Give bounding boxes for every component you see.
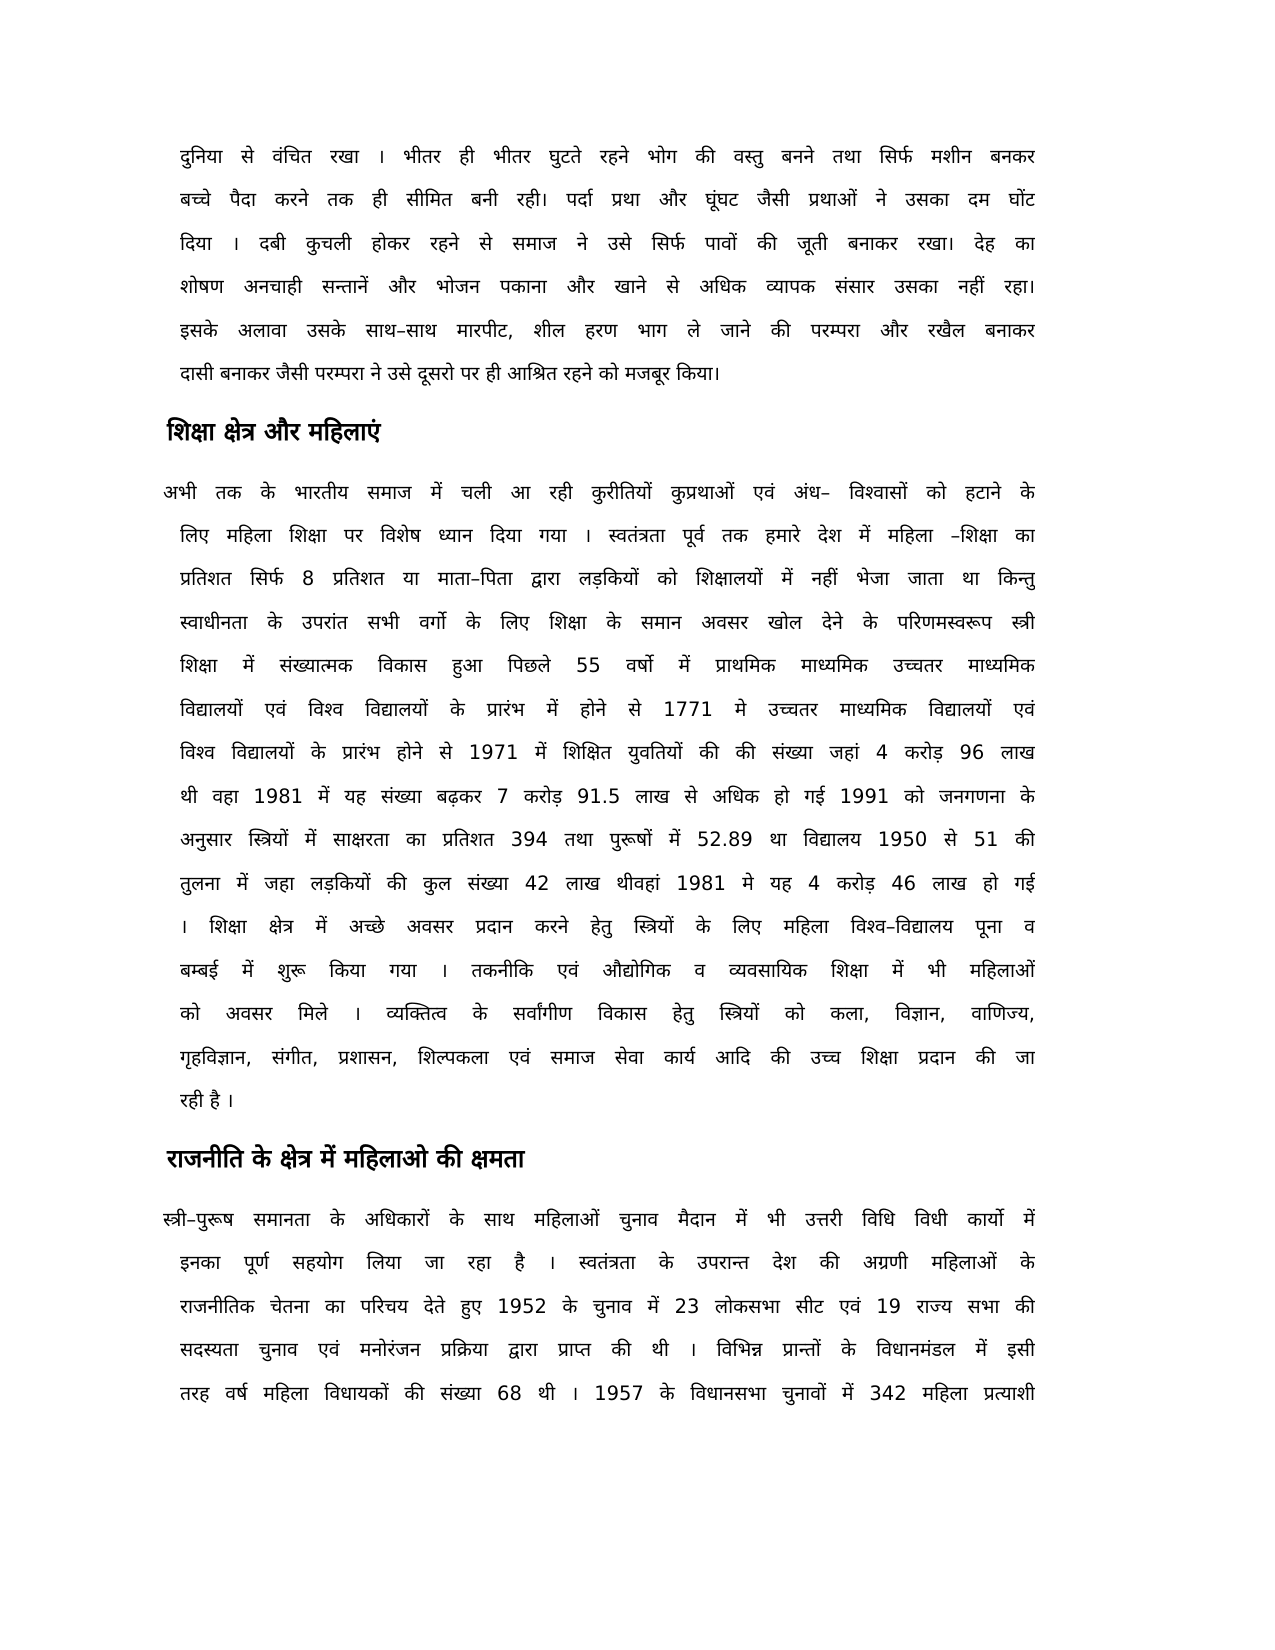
paragraph-1-line: इसके अलावा उसके साथ–साथ मारपीट, शील हरण भाग ले जाने की परम्परा और रखैल बनाकर <box>180 319 1035 342</box>
paragraph-1-line: दुनिया से वंचित रखा । भीतर ही भीतर घुटते रहने भोग की वस्तु बनने तथा सिर्फ मशीन बनकर <box>180 145 1035 168</box>
paragraph-3-line: सदस्यता चुनाव एवं मनोरंजन प्रक्रिया द्वारा प्राप्त की थी । विभिन्न प्रान्तों के विधानमंडल में इसी <box>180 1338 1035 1361</box>
paragraph-3-line: इनका पूर्ण सहयोग लिया जा रहा है । स्वतंत्रता के उपरान्त देश की अग्रणी महिलाओं के <box>180 1251 1035 1274</box>
paragraph-2-line: गृहविज्ञान, संगीत, प्रशासन, शिल्पकला एवं समाज सेवा कार्य आदि की उच्च शिक्षा प्रदान की जा <box>180 1046 1035 1069</box>
paragraph-2-line: प्रतिशत सिर्फ 8 प्रतिशत या माता–पिता द्वारा लड़कियों को शिक्षालयों में नहीं भेजा जाता था किन्तु <box>180 567 1035 590</box>
paragraph-3-line: तरह वर्ष महिला विधायकों की संख्या 68 थी । 1957 के विधानसभा चुनावों में 342 महिला प्रत्याशी <box>180 1382 1035 1405</box>
paragraph-2-line: शिक्षा में संख्यात्मक विकास हुआ पिछले 55 वर्षो में प्राथमिक माध्यमिक उच्चतर माध्यमिक <box>180 654 1035 677</box>
paragraph-1-line: बच्चे पैदा करने तक ही सीमित बनी रही। पर्दा प्रथा और घूंघट जैसी प्रथाओं ने उसका दम घोंट <box>180 188 1035 211</box>
paragraph-3-line: स्त्री–पुरूष समानता के अधिकारों के साथ महिलाओं चुनाव मैदान में भी उत्तरी विधि विधी कार्यो में <box>163 1208 1035 1231</box>
paragraph-2-line: लिए महिला शिक्षा पर विशेष ध्यान दिया गया । स्वतंत्रता पूर्व तक हमारे देश में महिला –शिक्षा का <box>180 524 1035 547</box>
paragraph-2-line: स्वाधीनता के उपरांत सभी वर्गो के लिए शिक्षा के समान अवसर खोल देने के परिणमस्वरूप स्त्री <box>180 611 1035 634</box>
paragraph-2-line: अनुसार स्त्रियों में साक्षरता का प्रतिशत 394 तथा पुरूषों में 52.89 था विद्यालय 1950 से 51 की <box>180 828 1035 851</box>
paragraph-2-line: । शिक्षा क्षेत्र में अच्छे अवसर प्रदान करने हेतु स्त्रियों के लिए महिला विश्व–विद्यालय पूना व <box>180 915 1035 938</box>
paragraph-1-line: दिया । दबी कुचली होकर रहने से समाज ने उसे सिर्फ पावों की जूती बनाकर रखा। देह का <box>180 232 1035 255</box>
paragraph-2-line: तुलना में जहा लड़कियों की कुल संख्या 42 लाख थीवहां 1981 मे यह 4 करोड़ 46 लाख हो गई <box>180 872 1035 895</box>
paragraph-2-line: विश्व विद्यालयों के प्रारंभ होने से 1971 में शिक्षित युवतियों की की संख्या जहां 4 करोड़ 96 लाख <box>180 741 1035 764</box>
paragraph-3-line: राजनीतिक चेतना का परिचय देते हुए 1952 के चुनाव में 23 लोकसभा सीट एवं 19 राज्य सभा की <box>180 1295 1035 1318</box>
paragraph-2-line: अभी तक के भारतीय समाज में चली आ रही कुरीतियों कुप्रथाओं एवं अंध– विश्वासों को हटाने के <box>163 481 1035 504</box>
section-heading-politics: राजनीति के क्षेत्र में महिलाओ की क्षमता <box>167 1144 525 1173</box>
paragraph-2-line: को अवसर मिले । व्यक्तित्व के सर्वांगीण विकास हेतु स्त्रियों को कला, विज्ञान, वाणिज्य, <box>180 1002 1035 1025</box>
paragraph-1-line: दासी बनाकर जैसी परम्परा ने उसे दूसरो पर ही आश्रित रहने को मजबूर किया। <box>180 362 721 385</box>
paragraph-1-line: शोषण अनचाही सन्तानें और भोजन पकाना और खाने से अधिक व्यापक संसार उसका नहीं रहा। <box>180 275 1035 298</box>
paragraph-2-line: विद्यालयों एवं विश्व विद्यालयों के प्रारंभ में होने से 1771 मे उच्चतर माध्यमिक विद्यालयों एवं <box>180 698 1035 721</box>
paragraph-2-line: थी वहा 1981 में यह संख्या बढ़कर 7 करोड़ 91.5 लाख से अधिक हो गई 1991 को जनगणना के <box>180 785 1035 808</box>
paragraph-2-line: बम्बई में शुरू किया गया । तकनीकि एवं औद्योगिक व व्यवसायिक शिक्षा में भी महिलाओं <box>180 959 1035 982</box>
section-heading-education: शिक्षा क्षेत्र और महिलाएं <box>167 417 381 446</box>
paragraph-2-line: रही है । <box>180 1089 234 1112</box>
